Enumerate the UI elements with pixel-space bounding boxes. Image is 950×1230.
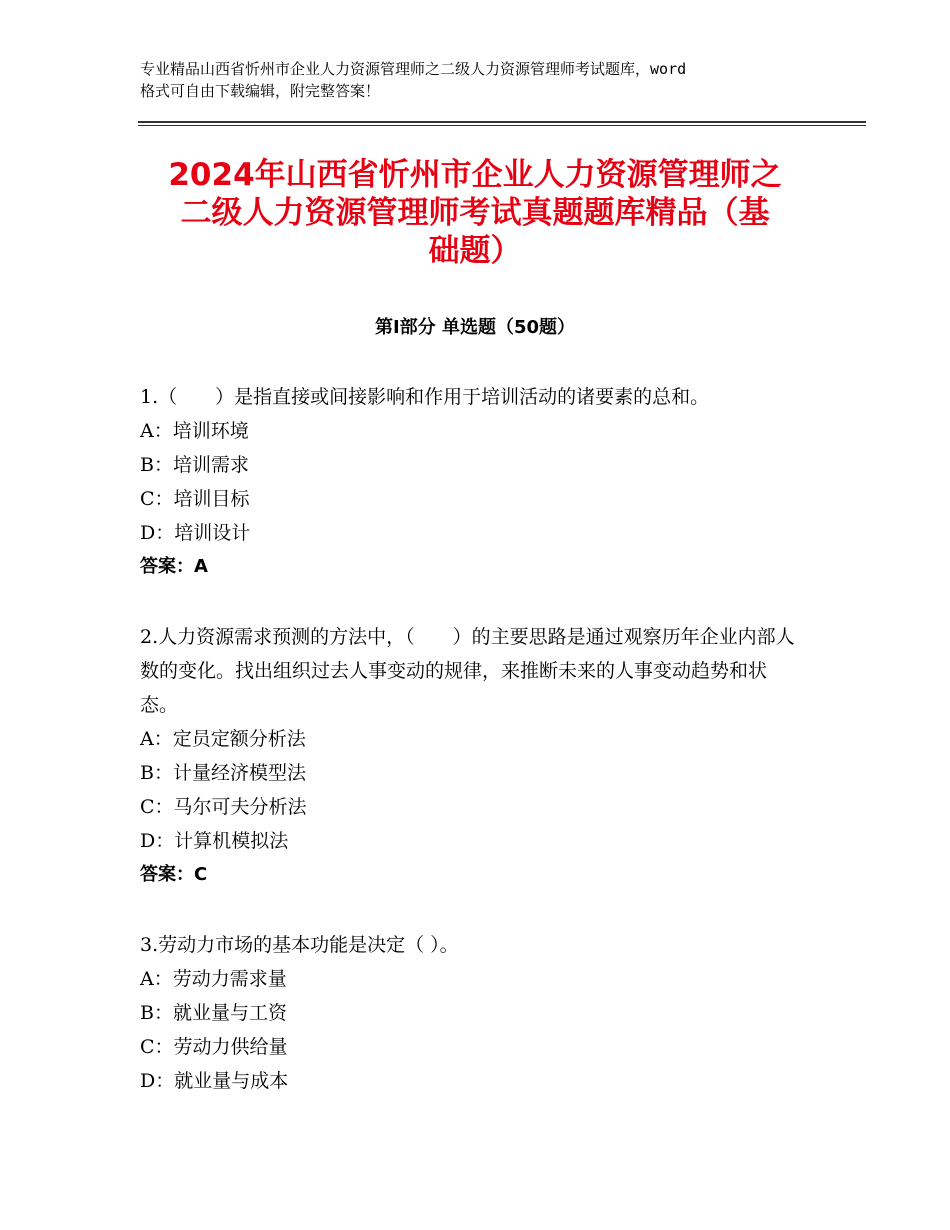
option-b: B：培训需求 bbox=[140, 454, 249, 476]
option-b: B：就业量与工资 bbox=[140, 1002, 287, 1024]
option-d: D：就业量与成本 bbox=[140, 1070, 289, 1092]
question-text: 1.（ ）是指直接或间接影响和作用于培训活动的诸要素的总和。 bbox=[140, 386, 710, 408]
option-d: D：培训设计 bbox=[140, 522, 251, 544]
answer-label: 答案： bbox=[140, 864, 194, 885]
option-b: B：计量经济模型法 bbox=[140, 762, 306, 784]
option-c: C：马尔可夫分析法 bbox=[140, 796, 307, 818]
question-1 bbox=[140, 380, 820, 584]
header-note-line-1: 专业精品山西省忻州市企业人力资源管理师之二级人力资源管理师考试题库，word bbox=[140, 60, 687, 78]
answer-value: A bbox=[194, 556, 208, 577]
option-a: A：定员定额分析法 bbox=[140, 728, 306, 750]
answer-label: 答案： bbox=[140, 556, 194, 577]
header-note bbox=[140, 58, 840, 102]
option-a: A：培训环境 bbox=[140, 420, 249, 442]
option-c: C：劳动力供给量 bbox=[140, 1036, 288, 1058]
answer-line bbox=[140, 858, 820, 892]
section-title: 第Ⅰ部分 单选题（50题） bbox=[374, 317, 575, 338]
question-list bbox=[140, 380, 820, 1134]
header-divider-thin bbox=[138, 125, 866, 126]
header-divider-thick bbox=[138, 121, 866, 123]
document-title-line-2: 二级人力资源管理师考试真题题库精品（基 bbox=[180, 195, 770, 231]
document-title bbox=[138, 156, 812, 270]
answer-value: C bbox=[194, 864, 208, 885]
question-3 bbox=[140, 928, 820, 1098]
answer-line bbox=[140, 550, 820, 584]
option-a: A：劳动力需求量 bbox=[140, 968, 287, 990]
document-title-line-3: 础题） bbox=[428, 233, 522, 269]
question-text: 3.劳动力市场的基本功能是决定（ ）。 bbox=[140, 934, 459, 956]
header-note-line-2: 格式可自由下载编辑，附完整答案！ bbox=[140, 82, 381, 100]
option-d: D：计算机模拟法 bbox=[140, 830, 289, 852]
question-text: 2.人力资源需求预测的方法中，（ ）的主要思路是通过观察历年企业内部人数的变化。找出组织过去人事变动的规律，来推断未来的人事变动趋势和状态。 bbox=[140, 626, 795, 716]
document-title-line-1: 2024年山西省忻州市企业人力资源管理师之 bbox=[168, 157, 782, 193]
question-2 bbox=[140, 620, 820, 892]
option-c: C：培训目标 bbox=[140, 488, 250, 510]
